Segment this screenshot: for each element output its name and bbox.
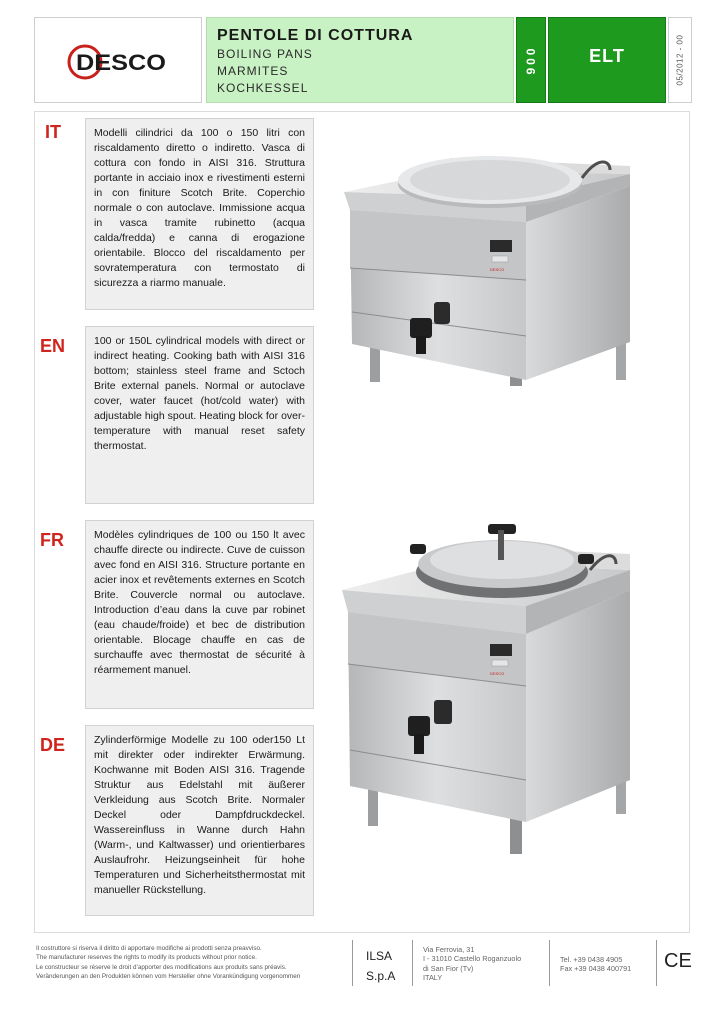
- legal-line-de: Veränderungen an den Produkten können vom Hersteller ohne Vorankündigung vorgenommen: [36, 973, 301, 981]
- company-contacts: [560, 955, 631, 974]
- product-brand-label: DESCO: [490, 671, 505, 676]
- subtitle-de: KOCHKESSEL: [217, 81, 309, 95]
- desco-logo: [67, 42, 171, 82]
- subtitle-fr: MARMITES: [217, 64, 289, 78]
- lang-label-en: EN: [40, 336, 66, 356]
- type-code: ELT: [589, 46, 625, 66]
- page-title: PENTOLE DI COTTURA: [217, 27, 414, 44]
- description-fr: Modèles cylindriques de 100 ou 150 lt avec chauffe directe ou indirecte. Cuve de cuisson avec fond en AISI 316. Structure portante en acier inox et revêtements externes en Scotch Brite. Couvercle normal ou autoclave. Introduction d’eau dans la cuve par robinet (eau chaude/froide) et bec de distribution orientable. Blocage chauffe en cas de surchauffe avec thermostat de sécurité à réarmement manuel.: [85, 520, 314, 709]
- legal-line-en: The manufacturer reserves the rights to modify its products without prior notice.: [36, 954, 257, 962]
- logo-box: [34, 17, 202, 103]
- description-de: Zylinderförmige Modelle zu 100 oder150 Lt mit direkter oder indirekter Erwärmung. Kochwanne mit Boden AISI 316. Tragende Struktur aus Edelstahl mit äußerer Verkleidung aus Scotch Brite. Normaler Deckel oder Dampfdruckdeckel. Wassereinfluss in Wanne durch Hahn (Warm-, und Kaltwasser) und orientierbares Auslaufrohr. Heizungseinheit für hohe Temperaturen und Sicherheitsthermostat mit manueller Rückstellung.: [85, 725, 314, 916]
- boiling-pan-image-1: [330, 130, 670, 390]
- lang-label-de: DE: [40, 735, 66, 755]
- company-name: [366, 946, 395, 986]
- legal-notice: [36, 944, 342, 982]
- description-it: Modelli cilindrici da 100 o 150 litri con riscaldamento diretto o indiretto. Vasca di cottura con fondo in AISI 316. Struttura portante in acciaio inox e rivestimenti esterni in con finiture Scotch Brite. Coperchio normale o con autoclave. Immissione acqua in vasca tramite rubinetto (acqua calda/fredda) e canna di erogazione orientabile. Blocco del riscaldamento per sovratemperatura con termostato di sicurezza a riarmo manuale.: [85, 118, 314, 310]
- fax-number: Fax +39 0438 400791: [560, 964, 632, 974]
- legal-line-fr: Le constructeur se réserve le droit d’apporter des modifications aux produits sans préavis.: [36, 963, 287, 971]
- series-code: 900: [524, 45, 538, 75]
- address-line: ITALY: [423, 973, 443, 983]
- footer-divider: [549, 940, 550, 986]
- footer-divider: [656, 940, 657, 986]
- legal-line-it: Il costruttore si riserva il diritto di apportare modifiche ai prodotti senza preavviso.: [36, 945, 262, 952]
- address-line: I - 31010 Castello Roganzuolo: [423, 954, 522, 964]
- description-en: 100 or 150L cylindrical models with direct or indirect heating. Cooking bath with AISI 316 bottom; stainless steel frame and Sctoch Brite external panels. Normal or autoclave cover, water faucet (hot/cold water) with adjustable high spout. Heating block for over-temperature with manual reset safety thermostat.: [85, 326, 314, 504]
- logo-wordmark: DESCO: [76, 50, 166, 75]
- lang-label-it: IT: [45, 122, 61, 142]
- boiling-pan-image-2: [330, 510, 670, 860]
- revision-date-box: [668, 17, 692, 103]
- company-line-2: S.p.A: [366, 969, 396, 983]
- footer-divider: [412, 940, 413, 986]
- company-address: [423, 945, 521, 983]
- type-code-box: [548, 17, 666, 103]
- address-line: Via Ferrovia, 31: [423, 945, 475, 954]
- subtitle-en: BOILING PANS: [217, 47, 313, 61]
- phone-number: Tel. +39 0438 4905: [560, 955, 623, 964]
- title-box: [206, 17, 514, 103]
- lang-label-fr: FR: [40, 530, 64, 550]
- address-line: di San Fior (Tv): [423, 963, 474, 973]
- ce-mark-icon: CE: [664, 950, 692, 972]
- series-code-box: [516, 17, 546, 103]
- footer-divider: [352, 940, 353, 986]
- product-brand-label: DESCO: [490, 267, 505, 272]
- revision-date: 05/2012 - 00: [675, 34, 685, 86]
- company-line-1: ILSA: [366, 949, 393, 963]
